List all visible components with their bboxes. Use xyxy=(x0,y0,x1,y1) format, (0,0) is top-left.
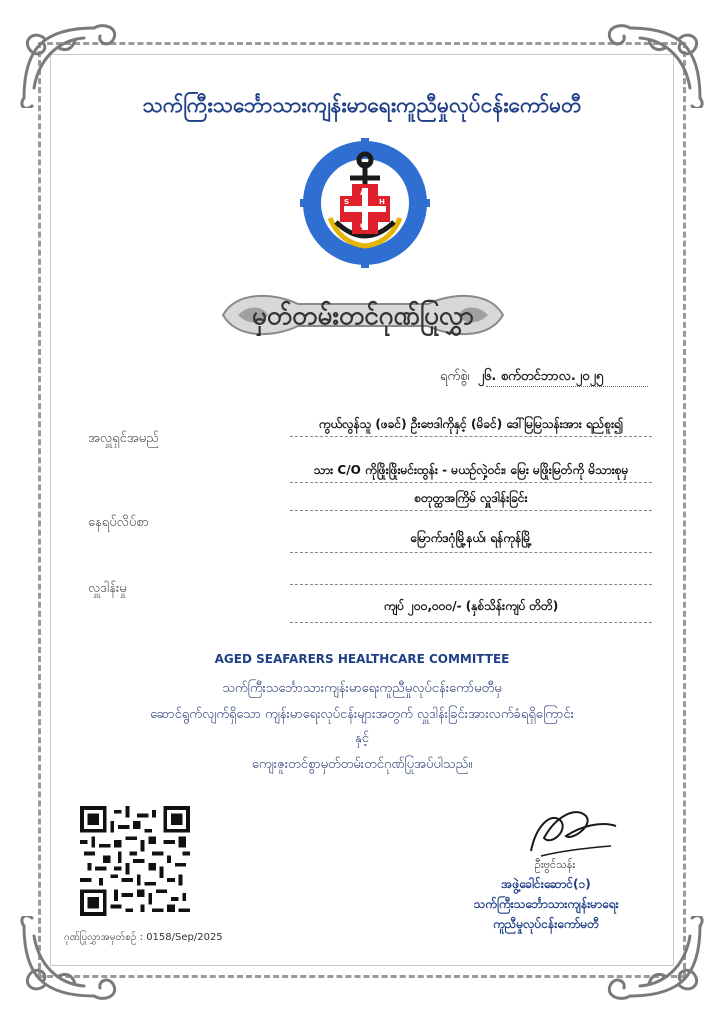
divider-line xyxy=(290,584,652,585)
date-label: ရက်စွဲ၊ xyxy=(440,369,470,384)
logo-letter-a: A xyxy=(360,189,366,197)
donor-name-label: အလှူရှင်အမည် xyxy=(88,431,159,446)
address-label: နေရပ်လိပ်စာ xyxy=(88,515,149,530)
address-line2: မြောက်ဒဂုံမြို့နယ်၊ ရန်ကုန်မြို့ xyxy=(410,531,532,545)
body-line-1: သက်ကြီးသင်္ဘောသားကျန်းမာရေးကူညီမှုလုပ်ငန်းကော်မတီမှ xyxy=(222,681,502,696)
divider-line xyxy=(290,622,652,623)
committee-title: သက်ကြီးသင်္ဘောသားကျန်းမာရေးကူညီမှုလုပ်ငန်းကော်မတီ xyxy=(142,93,582,117)
committee-name-english: AGED SEAFARERS HEALTHCARE COMMITTEE xyxy=(214,652,510,666)
divider-line xyxy=(290,552,652,553)
body-line-4: ကျေးဇူးတင်စွာမှတ်တမ်းတင်ဂုဏ်ပြုအပ်ပါသည်။ xyxy=(251,757,473,772)
body-line-2: ဆောင်ရွက်လျက်ရှိသော ကျန်းမာရေးလုပ်ငန်းများအတွက် လှူဒါန်းခြင်းအားလက်ခံရရှိကြောင်း xyxy=(150,707,574,722)
divider-line xyxy=(290,510,652,511)
body-line-3: နှင့် xyxy=(355,731,369,746)
logo-letter-c: C xyxy=(360,222,366,230)
certificate-title: မှတ်တမ်းတင်ဂုဏ်ပြုလွှာ xyxy=(252,301,474,331)
logo-letter-s: S xyxy=(344,198,350,206)
donation-label: လှူဒါန်းမှု xyxy=(88,581,127,596)
signer-org-line1: သက်ကြီးသင်္ဘောသားကျန်းမာရေး xyxy=(473,897,619,911)
committee-logo xyxy=(300,138,430,268)
signature-image xyxy=(516,796,626,866)
donor-name-line1: ကွယ်လွန်သူ (ဖခင်) ဦးဗေဒါကိုနှင့် (မိခင်) ဒေါ်မြမြသန်းအား ရည်စူး၍ xyxy=(318,417,624,431)
date-row xyxy=(440,368,603,387)
signer-name: ဦးဗွင်သန်း xyxy=(534,858,576,871)
logo-letter-h: H xyxy=(379,198,385,206)
qr-code xyxy=(80,806,190,916)
donation-amount: ကျပ် ၂၀၀,၀၀၀/- (နှစ်သိန်းကျပ် တိတိ) xyxy=(383,599,559,613)
address-line1: စတုတ္ထအကြိမ် လှူဒါန်းခြင်း xyxy=(414,491,528,505)
date-value: ၂၆. စက်တင်ဘာလ.၂၀၂၅ xyxy=(477,369,604,384)
donor-name-line2: သား C/O ကိုဖြိုးဖြိုးမင်းထွန်း - မယဥ်လှဲ့ဝင်း၊ မြေး မဖြိုးမြတ်ကို မိသားစုမှ xyxy=(313,463,629,477)
registration-number: ဂုဏ်ပြုလွှာအမှတ်စဉ် : 0158/Sep/2025 xyxy=(64,932,223,943)
signer-org-line2: ကူညီမှုလုပ်ငန်းကော်မတီ xyxy=(493,917,599,931)
divider-line xyxy=(290,436,652,437)
divider-line xyxy=(290,482,652,483)
date-underline xyxy=(486,386,648,387)
signer-role: အဖွဲ့ခေါင်းဆောင်(၁) xyxy=(501,877,591,891)
